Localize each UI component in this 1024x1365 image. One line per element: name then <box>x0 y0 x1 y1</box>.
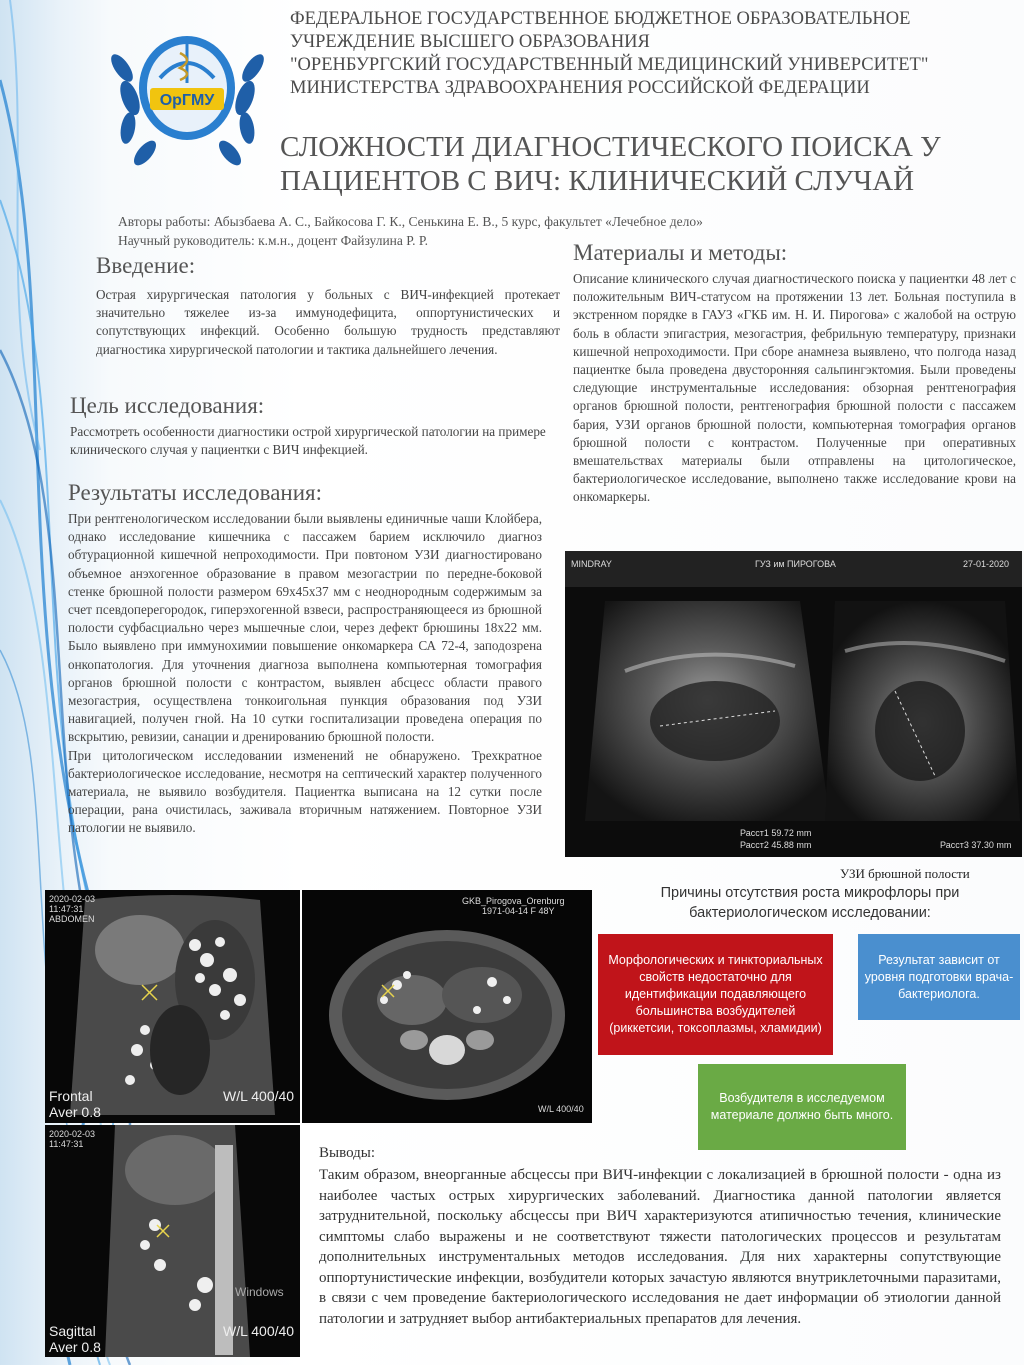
ct-sagittal-time: 11:47:31 <box>49 1139 84 1149</box>
aim-text: Рассмотреть особенности диагностики острой хирургической патологии на примере клинического случая у пациентки с ВИЧ инфекцией. <box>70 424 546 458</box>
ct-sagittal-date: 2020-02-03 <box>49 1129 96 1139</box>
cause-card-bacteriologist: Результат зависит от уровня подготовки врача-бактериолога. <box>858 934 1020 1020</box>
ct-sagittal-aver: Aver 0.8 <box>49 1339 101 1355</box>
causes-title-line: бактериологическом исследовании: <box>689 905 931 921</box>
conclusions-heading: Выводы: <box>319 1145 376 1161</box>
ct-frontal-series: ABDOMEN <box>49 914 95 924</box>
results-text <box>68 510 542 838</box>
header-line: МИНИСТЕРСТВА ЗДРАВООХРАНЕНИЯ РОССИЙСКОЙ ФЕДЕРАЦИИ <box>290 78 870 98</box>
header-line: УЧРЕЖДЕНИЕ ВЫСШЕГО ОБРАЗОВАНИЯ <box>290 32 650 52</box>
conclusions-text: Таким образом, внеорганные абсцессы при ВИЧ-инфекции с локализацией в брюшной полости - одна из наиболее частых острых хирургических заболеваний. Диагностика данной патологии является затруднительной, поскольку абсцессы при ВИЧ характеризуются атипичностью течения, клинические симптомы слабо выражены и не соответствуют тяжести патологических процессов и результатам дополнительных инструментальных методов исследования. Для них характерны сопутствующие оппортунистические инфекции, возбудители которых зачастую являются внутриклеточными паразитами, в связи с чем проведение бактериологического исследования не дает информации об этиологии данной патологии и затрудняет выбор антибактериальных препаратов для лечения. <box>319 1167 1001 1327</box>
ct-frontal-aver: Aver 0.8 <box>49 1104 101 1120</box>
intro-heading: Введение: <box>96 253 196 278</box>
title-line: ПАЦИЕНТОВ С ВИЧ: КЛИНИЧЕСКИЙ СЛУЧАЙ <box>280 165 915 197</box>
header-line: "ОРЕНБУРГСКИЙ ГОСУДАРСТВЕННЫЙ МЕДИЦИНСКИЙ УНИВЕРСИТЕТ" <box>290 55 929 75</box>
ct-sagittal-image <box>45 1125 300 1357</box>
results-heading: Результаты исследования: <box>68 480 323 505</box>
institution-header <box>290 8 1010 100</box>
authors-line: Авторы работы: Абызбаева А. С., Байкосова Г. К., Сенькина Е. В., 5 курс, факультет «Лечебное дело» <box>118 214 703 229</box>
aim-heading: Цель исследования: <box>70 393 265 418</box>
methods-heading: Материалы и методы: <box>573 240 788 265</box>
windows-watermark: Windows <box>235 1285 284 1299</box>
ultrasound-date: 27-01-2020 <box>963 559 1010 569</box>
ct-sagittal-label: Sagittal <box>49 1323 96 1339</box>
ultrasound-distance-1: Расст1 59.72 mm <box>740 828 812 838</box>
ultrasound-caption: УЗИ брюшной полости <box>840 866 970 881</box>
ct-axial-hospital: GKB_Pirogova_Orenburg <box>462 896 565 906</box>
ultrasound-distance-2: Расст2 45.88 mm <box>740 840 812 850</box>
ct-axial-wl: W/L 400/40 <box>538 1104 584 1114</box>
ct-frontal-date: 2020-02-03 <box>49 894 96 904</box>
ct-frontal-time: 11:47:31 <box>49 904 84 914</box>
ultrasound-hospital: ГУЗ им ПИРОГОВА <box>755 559 836 569</box>
ultrasound-image <box>565 551 1022 857</box>
university-logo <box>100 8 275 178</box>
causes-title <box>600 883 1020 923</box>
logo-text: ОрГМУ <box>159 92 215 109</box>
ultrasound-distance-3: Расст3 37.30 mm <box>940 840 1012 850</box>
ct-axial-image <box>302 890 592 1123</box>
ct-sagittal-wl: W/L 400/40 <box>223 1323 295 1339</box>
cause-card-morphology: Морфологических и тинкториальных свойств недостаточно для идентификации подавляющего большинства возбудителей (риккетсии, токсоплазмы, хламидии) <box>598 934 833 1055</box>
title-line: СЛОЖНОСТИ ДИАГНОСТИЧЕСКОГО ПОИСКА У <box>280 131 941 163</box>
header-line: ФЕДЕРАЛЬНОЕ ГОСУДАРСТВЕННОЕ БЮДЖЕТНОЕ ОБРАЗОВАТЕЛЬНОЕ <box>290 9 911 29</box>
cause-card-quantity: Возбудителя в исследуемом материале должно быть много. <box>698 1064 906 1150</box>
ct-frontal-image <box>45 890 300 1123</box>
intro-text: Острая хирургическая патология у больных с ВИЧ-инфекцией протекает значительно тяжелее из-за иммунодефицита, оппортунистических и сопутствующих инфекций. Особенно большую трудность представляют диагностика хирургической патологии и тактика дальнейшего лечения. <box>96 287 560 357</box>
results-paragraph-2: При цитологическом исследовании изменений не обнаружено. Трехкратное бактериологическое исследование, несмотря на септический характер полученного материала, не выявило возбудителя. Пациентка выписана на 12 сутки после операции, рана очистилась, заживала вторичным натяжением. Повторное УЗИ патологии не выявило. <box>68 747 542 836</box>
ultrasound-brand: MINDRAY <box>571 559 612 569</box>
supervisor-line: Научный руководитель: к.м.н., доцент Файзулина Р. Р. <box>118 233 429 248</box>
results-paragraph-1: При рентгенологическом исследовании были выявлены единичные чаши Клойбера, однако исследование кишечника с пассажем барием исключило диагноз обтурационной кишечной непроходимости. При повтоном УЗИ диагностировано объемное анэхогенное образование в правом мезогастрии по передне-боковой стенке брюшной полости размером 69х45х37 мм с неоднородным содержимым за счет псевдоперегородок, гиперэхогенной взвеси, распространяющееся из брюшной полости суфбасциально через мышечные слои, через дефект брюшины 18х22 мм. Было выявлено при иммунохимии повышение онкомаркера СА 72-4, заподозрена онкопатология. Для уточнения диагноза выполнена компьютерная томография органов брюшной полости с контрастом, выявлен абсцесс области правого мезогастрия, осуществлена тонкоигольная пункция образования под УЗИ навигацией, получен гной. На 10 сутки госпитализации проведена операция по вскрытию, ревизии, санации и дренированию брюшной полости. <box>68 511 542 745</box>
ct-axial-patient: 1971-04-14 F 48Y <box>482 906 555 916</box>
methods-text: Описание клинического случая диагностического поиска у пациентки 48 лет с положительным ВИЧ-статусом на протяжении 13 лет. Больная поступила в экстренном порядке в ГАУЗ «ГКБ им. Н. И. Пирогова» с жалобой на острую боль в области эпигастрия, мезогастрия, фебрильную температуру, признаки кишечной непроходимости. При сборе анамнеза выявлено, что полгода назад пациентке была проведена двусторонняя сальпингэктомия. Были проведены следующие инструментальные исследования: обзорная рентгенография органов брюшной полости, рентгенография брюшной полости с пассажем бария, УЗИ органов брюшной полости, компьютерная томография органов брюшной полости с контрастом. Полученные при оперативных вмешательствах материалы были отправлены на цитологическое, бактериологическое исследование, выполнено также исследование крови на онкомаркеры. <box>573 271 1016 505</box>
poster-title <box>280 130 1000 198</box>
causes-title-line: Причины отсутствия роста микрофлоры при <box>660 885 960 901</box>
ct-frontal-wl: W/L 400/40 <box>223 1088 295 1104</box>
ct-frontal-label: Frontal <box>49 1088 93 1104</box>
